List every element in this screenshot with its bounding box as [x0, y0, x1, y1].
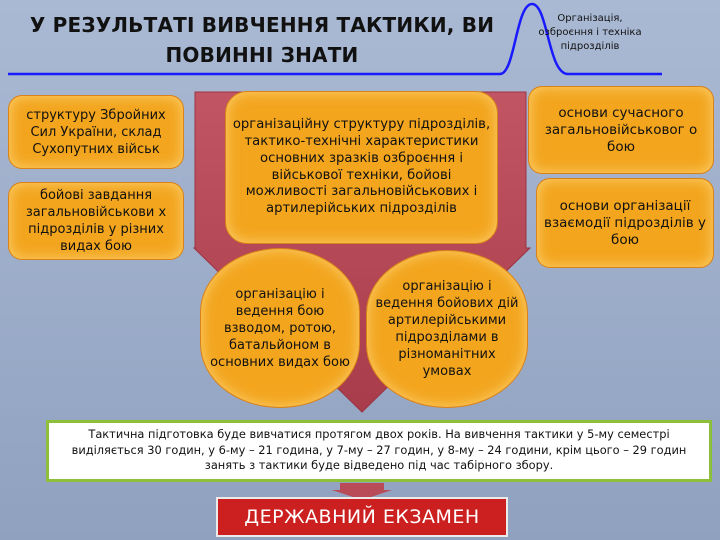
topic-center-right: організацію і ведення бойових дій артилерійськими підрозділами в різноманітних умовах [366, 250, 528, 408]
corner-note: Організація, озброєння і техніка підрозділів [538, 13, 642, 52]
topic-left-bottom: бойові завдання загальновійськови х підрозділів у різних видах бою [8, 182, 184, 260]
exam-label: ДЕРЖАВНИЙ ЕКЗАМЕН [244, 506, 480, 528]
title-line-2: ПОВИННІ ЗНАТИ [165, 43, 359, 67]
topic-left-top: структуру Збройних Сил України, склад Сухопутних військ [8, 95, 184, 169]
page-title [12, 10, 512, 70]
state-exam-box [216, 497, 508, 537]
notice-text: Тактична підготовка буде вивчатися протягом двох років. На вивчення тактики у 5-му семестрі виділяється 30 годин, у 6-му – 21 година, у 7-му – 27 годин, у 8-му – 24 години, крім цього – 29 годин занять з тактики буде відведено під час табірного збору. [71, 427, 687, 472]
topic-center-top: організаційну структуру підрозділів, тактико-технічні характеристики основних зразків озброєння і військової техніки, бойові можливості загальновійськових і артилерійських підрозділів [225, 91, 498, 244]
topic-right-top: основи сучасного загальновійськовог о бою [528, 86, 714, 174]
title-line-1: У РЕЗУЛЬТАТІ ВИВЧЕННЯ ТАКТИКИ, ВИ [29, 13, 495, 37]
topic-center-left: організацію і ведення бою взводом, ротою, батальйоном в основних видах бою [200, 248, 360, 408]
topic-right-bottom: основи організації взаємодії підрозділів у бою [536, 178, 714, 268]
notice-box [46, 420, 712, 482]
